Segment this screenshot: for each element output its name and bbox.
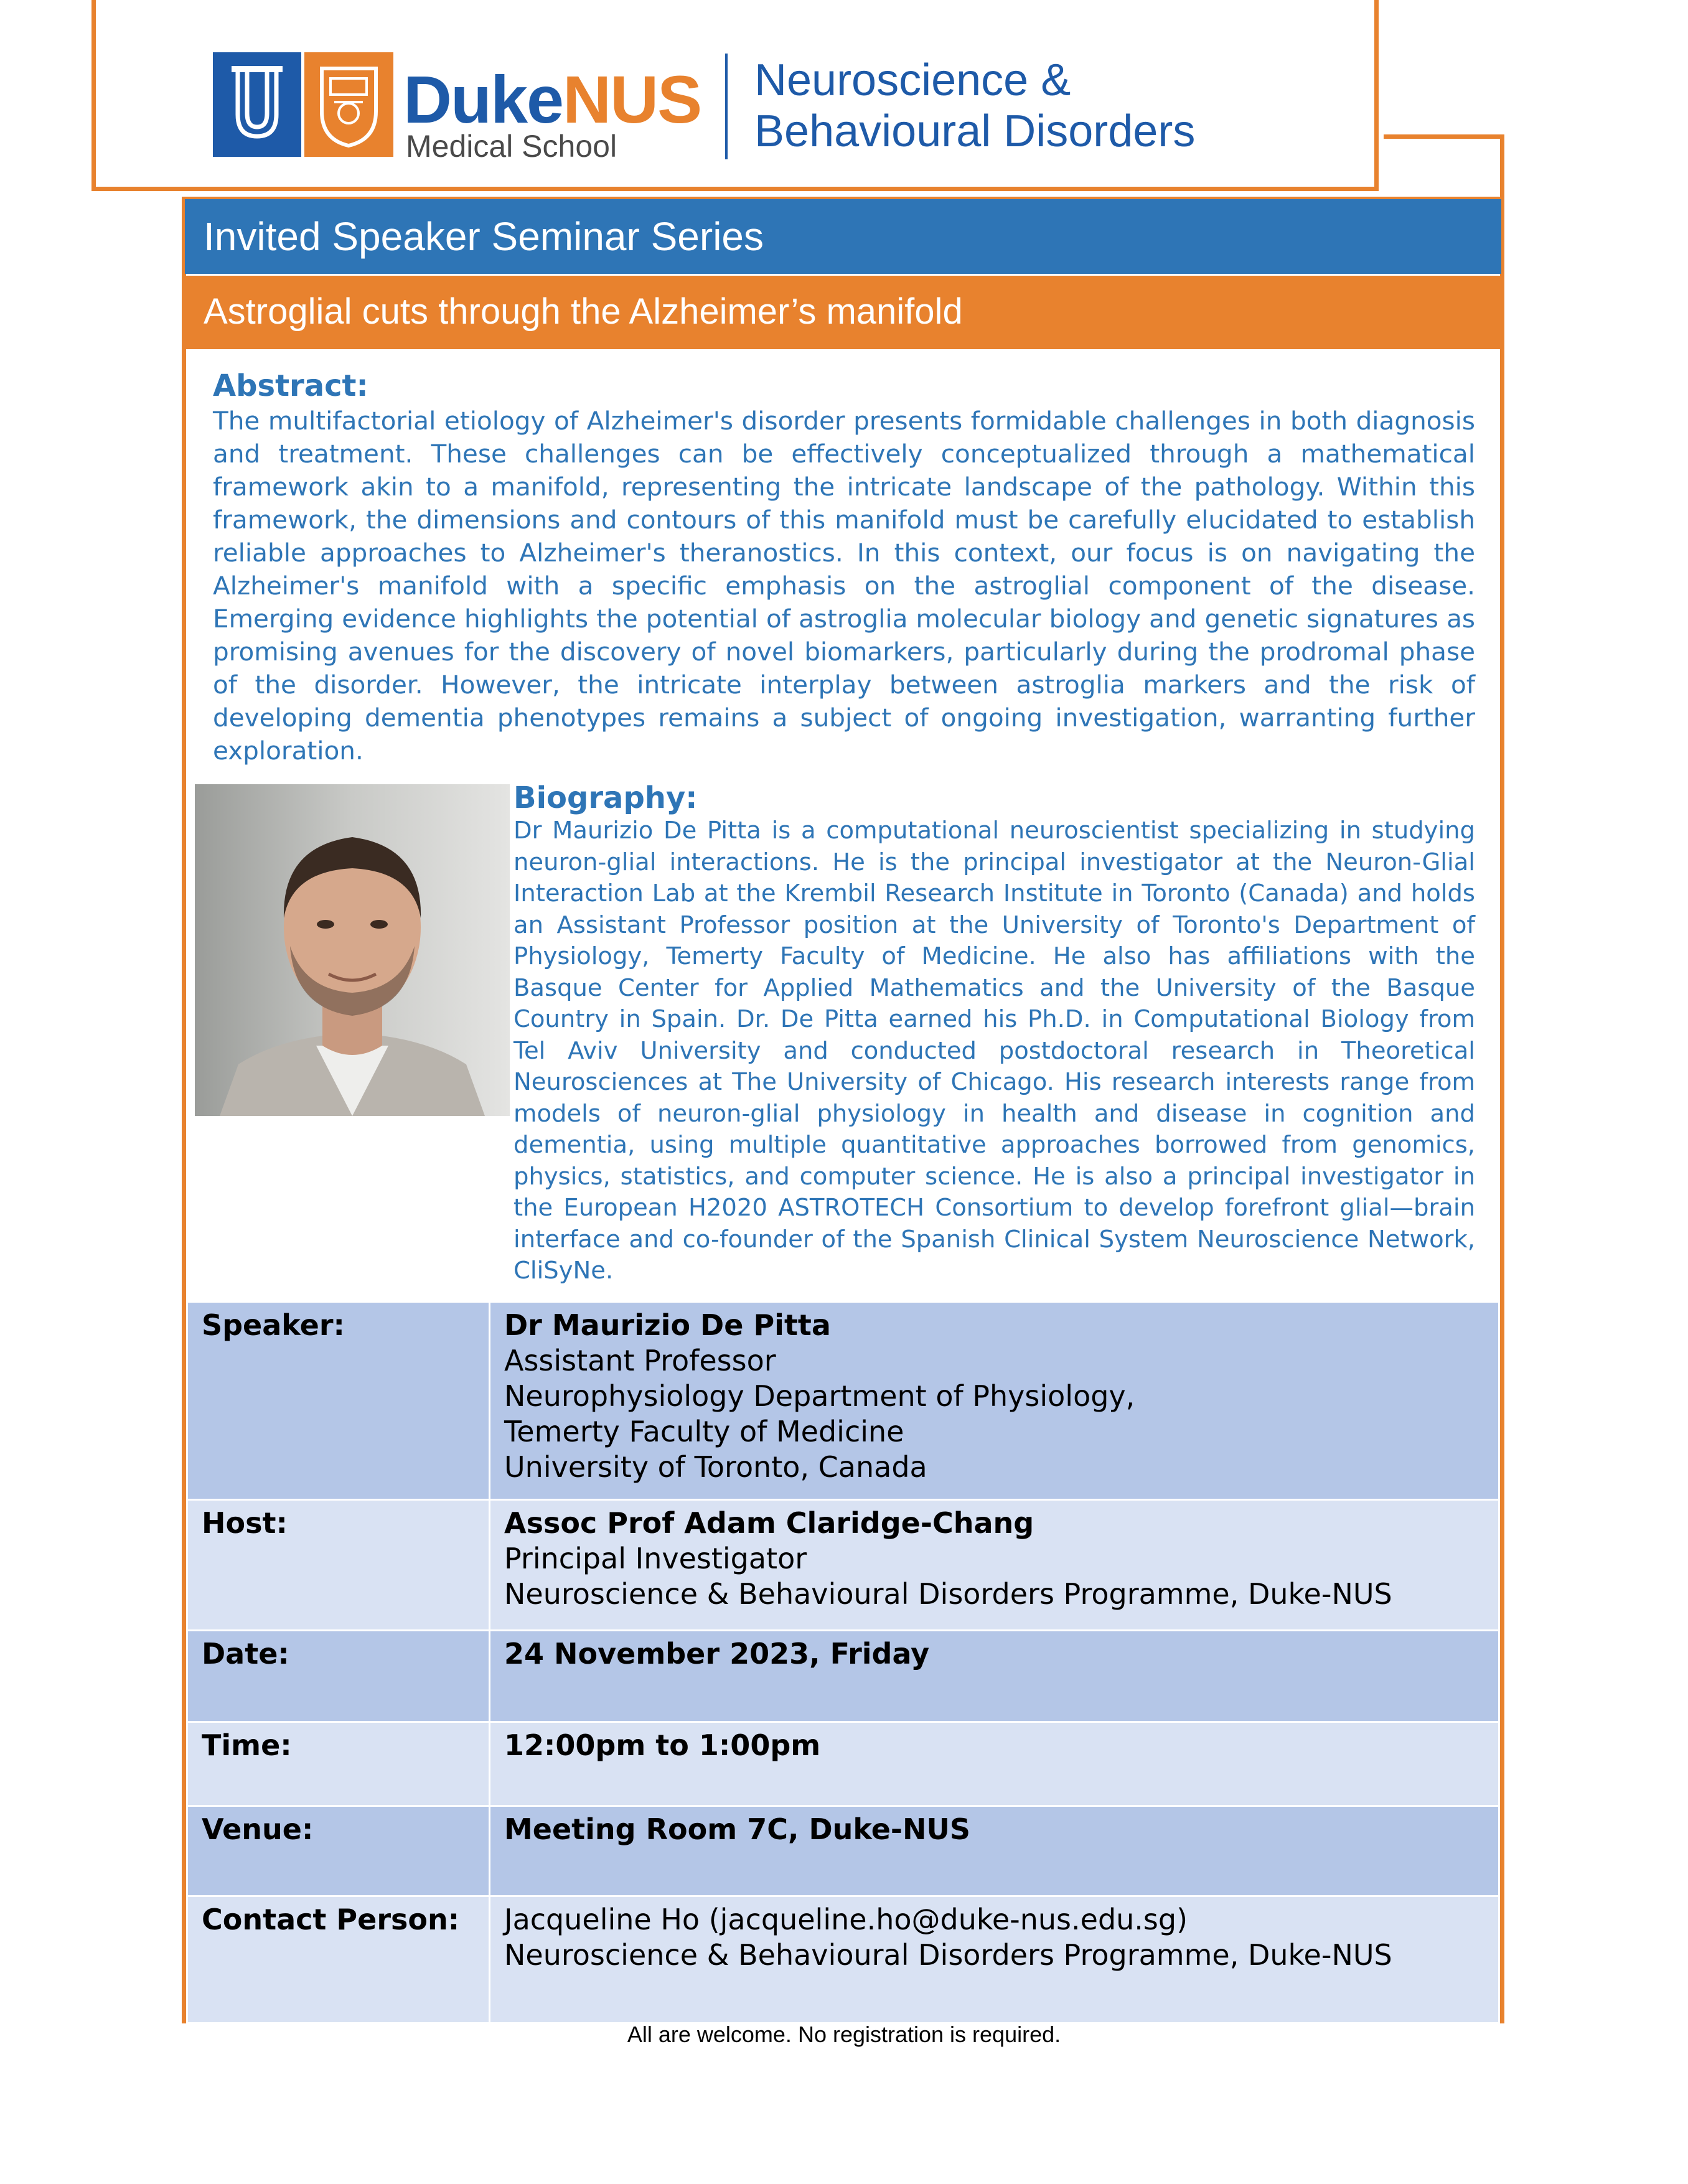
series-title: Invited Speaker Seminar Series	[185, 199, 1501, 274]
host-programme: Neuroscience & Behavioural Disorders Programme, Duke-NUS	[504, 1577, 1392, 1611]
speaker-row	[187, 1302, 1499, 1500]
abstract-heading: Abstract:	[213, 368, 368, 403]
host-title: Principal Investigator	[504, 1542, 807, 1575]
biography-heading: Biography:	[513, 780, 698, 815]
talk-title: Astroglial cuts through the Alzheimer’s manifold	[185, 276, 1501, 349]
contact-name-email: Jacqueline Ho (jacqueline.ho@duke-nus.edu.sg)	[504, 1903, 1188, 1936]
time-label: Time:	[187, 1722, 490, 1806]
time-value: 12:00pm to 1:00pm	[490, 1722, 1499, 1806]
speaker-department: Neurophysiology Department of Physiology,	[504, 1379, 1135, 1413]
duke-shield-icon	[213, 52, 301, 157]
date-label: Date:	[187, 1631, 490, 1722]
contact-value	[490, 1896, 1499, 2023]
speaker-name: Dr Maurizio De Pitta	[504, 1308, 831, 1342]
header-frame-corner	[1384, 134, 1504, 203]
venue-label: Venue:	[187, 1806, 490, 1896]
footer-note: All are welcome. No registration is required.	[627, 2022, 1061, 2047]
date-value: 24 November 2023, Friday	[490, 1631, 1499, 1722]
speaker-university: University of Toronto, Canada	[504, 1450, 927, 1484]
logo-divider	[725, 54, 728, 159]
logo-subtitle: Medical School	[406, 129, 617, 164]
speaker-faculty: Temerty Faculty of Medicine	[504, 1415, 904, 1448]
contact-row	[187, 1896, 1499, 2023]
seminar-details-table	[186, 1301, 1500, 2024]
logo-wordmark: DukeNUS	[403, 62, 701, 137]
speaker-label: Speaker:	[187, 1302, 490, 1500]
host-row	[187, 1500, 1499, 1631]
venue-row	[187, 1806, 1499, 1896]
host-name: Assoc Prof Adam Claridge-Chang	[504, 1506, 1034, 1540]
venue-value: Meeting Room 7C, Duke-NUS	[490, 1806, 1499, 1896]
time-row	[187, 1722, 1499, 1806]
biography-body: Dr Maurizio De Pitta is a computational neuroscientist specializing in studying neuron-glial interactions. He is the principal investigator at the Neuron-Glial Interaction Lab at the Krembil Research Institute in Toronto (Canada) and holds an Assistant Professor position at the University of Toronto's Department of Physiology, Temerty Faculty of Medicine. He also has affiliations with the Basque Center for Applied Mathematics and the University of the Basque Country in Spain. Dr. De Pitta earned his Ph.D. in Computational Biology from Tel Aviv University and conducted postdoctoral research in Theoretical Neurosciences at The University of Chicago. His research interests range from models of neuron-glial physiology in health and disease in cognition and dementia, using multiple quantitative approaches borrowed from genomics, physics, statistics, and computer science. He is also a principal investigator in the European H2020 ASTROTECH Consortium to develop forefront glial—brain interface and co-founder of the Spanish Clinical System Neuroscience Network, CliSyNe.	[513, 817, 1475, 1285]
speaker-value	[490, 1302, 1499, 1500]
date-row	[187, 1631, 1499, 1722]
speaker-photo	[195, 784, 510, 1116]
nus-crest-icon	[304, 52, 393, 157]
contact-programme: Neuroscience & Behavioural Disorders Programme, Duke-NUS	[504, 1938, 1392, 1972]
host-label: Host:	[187, 1500, 490, 1631]
abstract-body: The multifactorial etiology of Alzheimer's disorder presents formidable challenges in both diagnosis and treatment. These challenges can be effectively conceptualized through a mathematical framework akin to a manifold, representing the intricate landscape of the pathology. Within this framework, the dimensions and contours of this manifold must be carefully elucidated to establish reliable approaches to Alzheimer's theranostics. In this context, our focus is on navigating the Alzheimer's manifold with a specific emphasis on the astroglial component of the disease. Emerging evidence highlights the potential of astroglia molecular biology and genetic signatures as promising avenues for the discovery of novel biomarkers, particularly during the prodromal phase of the disorder. However, the intricate interplay between astroglia markers and the risk of developing dementia phenotypes remains a subject of ongoing investigation, warranting further exploration.	[213, 406, 1475, 766]
speaker-title: Assistant Professor	[504, 1344, 776, 1377]
department-name: Neuroscience & Behavioural Disorders	[754, 55, 1196, 156]
host-value	[490, 1500, 1499, 1631]
contact-label: Contact Person:	[187, 1896, 490, 2023]
